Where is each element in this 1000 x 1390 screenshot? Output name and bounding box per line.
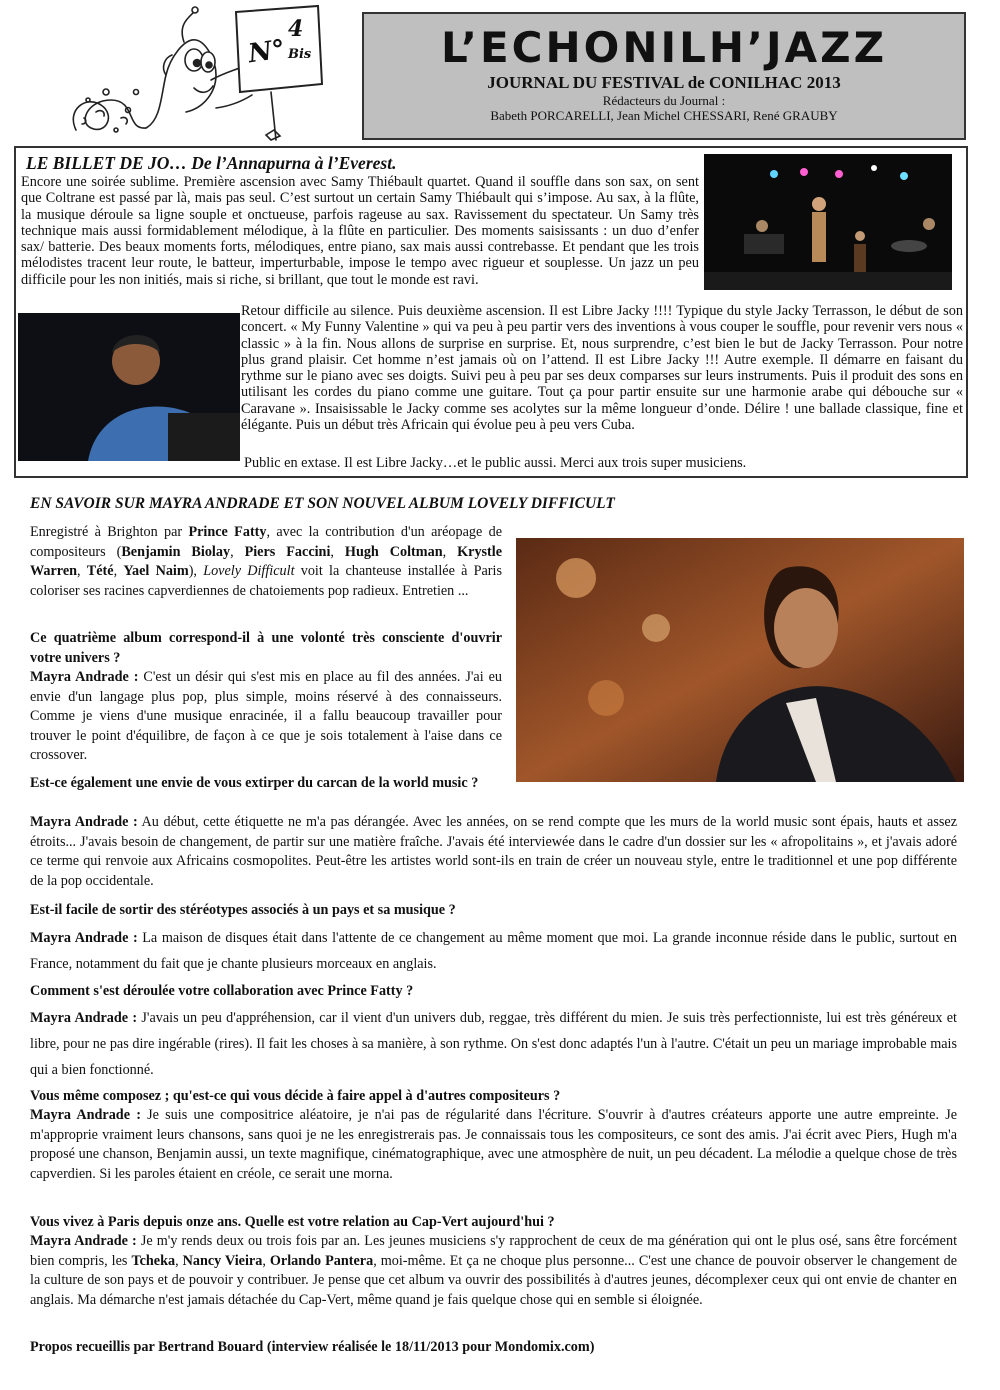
intro-name: Piers Faccini [244,543,331,560]
intro-name: Yael Naim [123,563,189,579]
issue-no-label: N° [246,34,287,70]
intro-text: , [230,543,245,560]
artist-name: Orlando Pantera [269,1252,374,1269]
masthead-box [362,12,966,140]
answer-text: Je suis une compositrice aléatoire, je n'ai pas de régularité dans l'écriture. S'ouvrir à d'autres créateurs apporte une autre empreinte. Je m'approprie vraiment leurs chansons, sans quoi je ne les enregistrerais pas. Je connaissais tous les compositeurs, ce sont des amis. J'ai écrit avec Piers, Hugh m'a proposé une chanson, Benjamin aussi, un texte magnifique, cinématographique, avec une atmosphère de nuit, un peu décadent. La mélodie a quelque chose de très capverdien. Si les paroles étaient en créole, ce serait une morna. [30,1107,958,1182]
editors-label: Rédacteurs du Journal : [602,93,726,108]
speaker-label: Mayra Andrade : [30,669,139,685]
speaker-label: Mayra Andrade : [30,1010,138,1026]
answer-text: , [175,1252,183,1269]
answer-text: J'avais un peu d'appréhension, car il vient d'un univers dub, reggae, très différent du mien. Je suis très perfectionniste, lui est très généreux et libre, pour ne pas dire ingérable (rires). Il fait les choses à sa manière, à son rythme. On s'est donc adaptés l'un à l'autre. C'était un peu un mariage improbable mais qui a bien fonctionné. [30,1010,958,1078]
intro-name: Tété [86,563,114,579]
answer-text: , [262,1252,270,1269]
intro-name: Benjamin Biolay [121,543,231,560]
answer-3 [30,925,957,977]
intro-text: , [77,563,87,579]
intro-name: Krystle Warren [30,543,503,579]
speaker-label: Mayra Andrade : [30,814,138,830]
mayra-andrade-photo [516,538,964,782]
intro-text: , avec la contribution d'un aréopage de compositeurs ( [30,524,502,560]
answer-5 [30,1106,957,1184]
intro-text: , [330,543,345,560]
intro-name: Prince Fatty [188,524,267,540]
speaker-label: Mayra Andrade : [30,1233,137,1249]
speaker-label: Mayra Andrade : [30,1107,141,1123]
intro-text: Enregistré à Brighton par [30,524,189,540]
question-3: Est-il facile de sortir des stéréotypes associés à un pays et sa musique ? [30,902,456,918]
billet-paragraph-3: Public en extase. Il est Libre Jacky…et le public aussi. Merci aux trois super musiciens. [244,455,747,471]
intro-text: voit la chanteuse installée à Paris coloriser ses racines capverdiennes de chatoiements pop radieux. Entretien ... [30,563,502,599]
answer-text: Au début, cette étiquette ne m'a pas dérangée. Avec les années, on se rend compte que les murs de la world music sont épais, hauts et assez étroits... J'avais besoin de changement, de partir sur une matière fraîche. J'avais été interviewée dans le cadre d'un dossier sur les « afropolitains », et j'avais adoré ce terme qui renvoie aux Africains cosmopolites. Peut-être les artistes world sont-ils en train de créer un nouveau style, entre le traditionnel et une pop différente de la pop occidentale. [30,814,957,889]
mascot-illustration [66,0,326,148]
issue-number: 4 [288,16,304,42]
editors-names: Babeth PORCARELLI, Jean Michel CHESSARI, René GRAUBY [490,108,838,123]
answer-4 [30,1005,957,1083]
jacky-terrasson-photo [18,313,240,461]
billet-title: LE BILLET DE JO… De l’Annapurna à l’Everest. [26,153,397,173]
artist-name: Tcheka [131,1252,176,1269]
answer-2 [30,813,957,891]
question-5: Vous même composez ; qu'est-ce qui vous décide à faire appel à d'autres compositeurs ? [30,1088,561,1104]
article-title: EN SAVOIR SUR MAYRA ANDRADE ET SON NOUVEL ALBUM LOVELY DIFFICULT [30,495,615,512]
intro-text: ), [188,563,204,579]
album-title: Lovely Difficult [203,563,295,579]
answer-text: , moi-même. Et ça ne choque plus personne... C'est une chance de pouvoir observer le changement de la culture de son pays et de pouvoir y contribuer. Je pense que cet album va ouvrir des possibilités à d'autres jeunes, décomplexer ceux qui ont envie de chanter en anglais. Ma démarche n'est jamais détachée du Cap-Vert, même quand je fais quelque chose qui en semble si éloignée. [30,1252,958,1308]
journal-title: L’ECHONILH’JAZZ [440,23,888,72]
issue-suffix: Bis [288,47,312,62]
journal-subtitle: JOURNAL DU FESTIVAL de CONILHAC 2013 [487,73,841,92]
band-concert-photo [704,154,952,290]
artist-name: Nancy Vieira [182,1252,263,1269]
answer-1 [30,668,502,766]
intro-text: , [113,563,124,579]
question-2: Est-ce également une envie de vous extirper du carcan de la world music ? [30,775,479,791]
intro-name: Hugh Coltman [344,543,443,560]
question-1: Ce quatrième album correspond-il à une volonté très consciente d'ouvrir votre univers ? [30,630,502,666]
article-intro [30,523,502,601]
answer-text: Je m'y rends deux ou trois fois par an. Les jeunes musiciens s'y rapprochent de ceux de ma génération qui ont le plus osé, sans être forcément bien compris, les [30,1233,958,1269]
speaker-label: Mayra Andrade : [30,930,138,946]
billet-paragraph-2: Retour difficile au silence. Puis deuxième ascension. Il est Libre Jacky !!!! Typique du style Jacky Terrasson, le début de son concert. « My Funny Valentine » qui va peu à peu partir vers des inventions à vous couper le souffle, pour revenir vers nous « classic » à la fin. Nous allons de surprise en surprise. Et, nous surprendre, c’est bien le but de Jacky Terrasson. Pour notre plus grand plaisir. Cet homme n’est jamais où on l’attend. Il est Libre Jacky !!! Autre exemple. Il démarre en faisant du rythme sur le piano avec ses doigts. Suivi peu à peu par ses deux comparses sur leurs instruments. Puis il produit des sons en utilisant les cordes du piano comme une guitare. Tout ça pour partir ensuite sur une harmonie arabe qui débouche sur « Caravane ». Insaisissable le Jacky comme ses acolytes sur la même longueur d’onde. Délire ! une ballade classique, fine et élégante. Puis un début très Africain qui évolue peu à peu vers Cuba. [241,303,963,434]
answer-text: La maison de disques était dans l'attente de ce changement au même moment que moi. La grande inconnue réside dans le public, surtout en France, notamment du fait que je chante plusieurs morceaux en anglais. [30,930,957,972]
question-4: Comment s'est déroulée votre collaboration avec Prince Fatty ? [30,983,414,999]
answer-text: C'est un désir qui s'est mis en place au fil des années. J'ai eu envie d'un langage plus pop, plus simple, moins réservé à des connaisseurs. Comme je viens d'une musique enracinée, il a fallu beaucoup travailler pour trouver le point d'équilibre, de façon à ce que je sois totalement à l'aise dans ce crossover. [30,669,503,763]
intro-text: , [442,543,458,560]
billet-paragraph-1: Encore une soirée sublime. Première ascension avec Samy Thiébault quartet. Quand il souffle dans son sax, on sent que Coltrane est passé par là, mais pas seul. C’est surtout un certain Samy Thiébault qui s’impose. Au sax, à la flûte, la musique déroule sa ligne souple et onctueuse, parfois rageuse au sax. Ravissement du spectateur. Un Samy très technique mais aussi formidablement mélodique, à la flûte en particulier. Des moments saisissants : un duo d’enfer sax/ batterie. Des beaux moments forts, mélodiques, entre piano, sax mais aussi contrebasse. Et pendant que les trois mélodistes tracent leur route, le batteur, imperturbable, impose le tempo avec rigueur et souplesse. Un jazz un peu difficile pour les non initiés, mais si riche, si brillant, que tout le monde est ravi. [21,174,699,288]
article-credit: Propos recueillis par Bertrand Bouard (interview réalisée le 18/11/2013 pour Mondomix.com) [30,1339,595,1355]
answer-6 [30,1232,957,1310]
question-6: Vous vivez à Paris depuis onze ans. Quelle est votre relation au Cap-Vert aujourd'hui ? [30,1214,555,1230]
